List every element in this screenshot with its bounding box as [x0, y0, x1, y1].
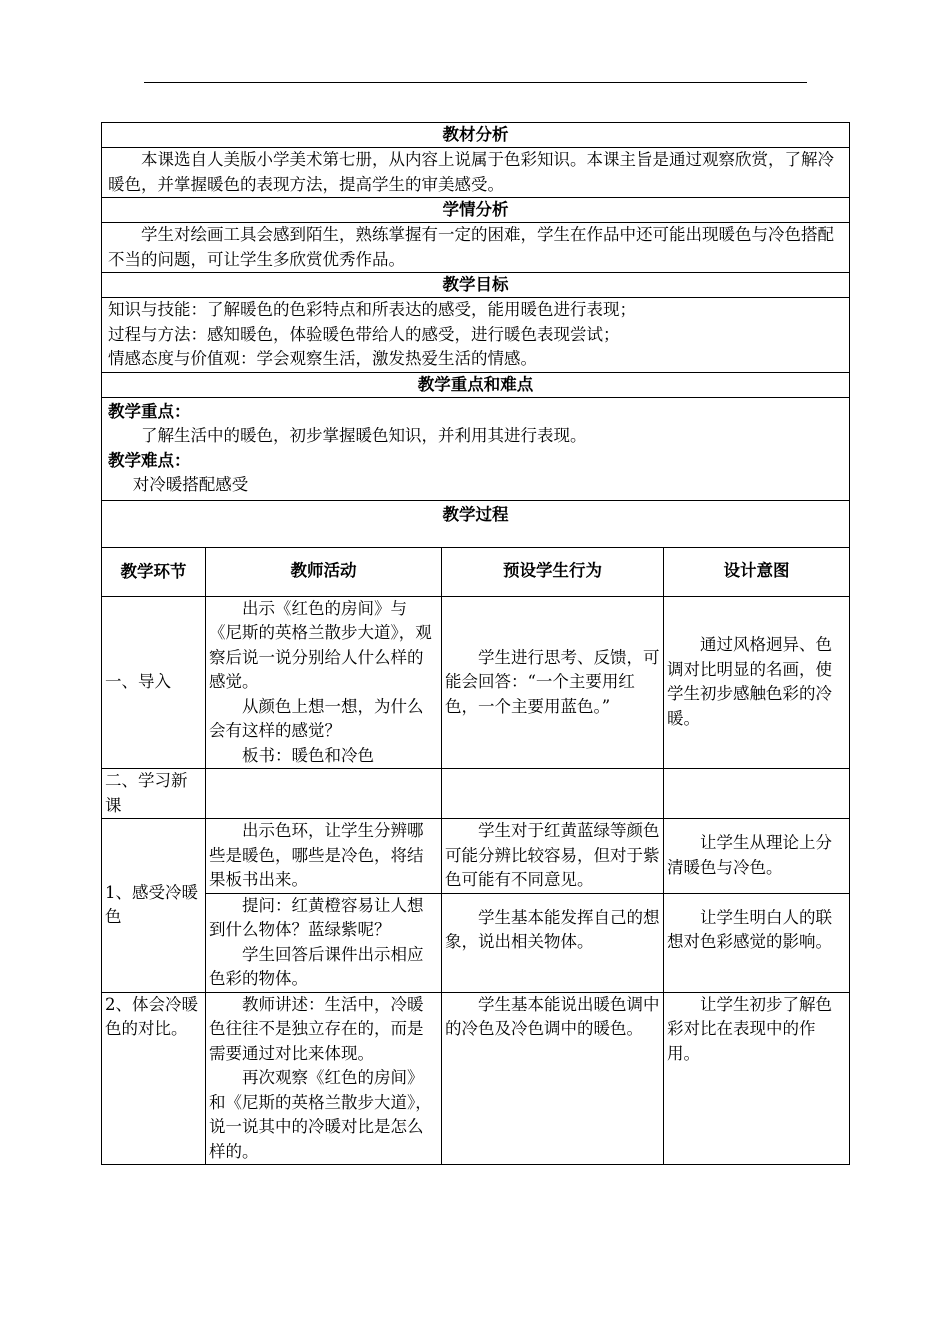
section-heading-process: 教学过程 [102, 500, 850, 547]
teacher-activity-association [206, 893, 442, 992]
teacher-paragraph: 出示《红色的房间》与《尼斯的英格兰散步大道》，观察后说一说分别给人什么样的感觉。 [209, 598, 432, 691]
teacher-activity-color-wheel: 出示色环，让学生分辨哪些是暖色，哪些是冷色，将结果板书出来。 [206, 819, 442, 894]
table-row [102, 992, 850, 1165]
lesson-plan-document [101, 122, 849, 1165]
student-behavior-association: 学生基本能发挥自己的想象，说出相关物体。 [442, 893, 664, 992]
empty-cell [664, 769, 850, 819]
design-intent-color-wheel: 让学生从理论上分清暖色与冷色。 [664, 819, 850, 894]
teacher-paragraph: 板书：暖色和冷色 [242, 745, 374, 765]
student-analysis-text: 学生对绘画工具会感到陌生，熟练掌握有一定的困难，学生在作品中还可能出现暖色与冷色搭配不当的问题，可让学生多欣赏优秀作品。 [102, 223, 850, 273]
student-behavior-contrast: 学生基本能说出暖色调中的冷色及冷色调中的暖色。 [442, 992, 664, 1165]
stage-intro: 一、导入 [102, 596, 206, 769]
objective-knowledge: 知识与技能：了解暖色的色彩特点和所表达的感受，能用暖色进行表现； [108, 300, 636, 319]
design-intent-contrast: 让学生初步了解色彩对比在表现中的作用。 [664, 992, 850, 1165]
objectives-list [102, 298, 850, 373]
empty-cell [442, 769, 664, 819]
material-analysis-text: 本课选自人美版小学美术第七册，从内容上说属于色彩知识。本课主旨是通过观察欣赏，了解冷暖色，并掌握暖色的表现方法，提高学生的审美感受。 [102, 148, 850, 198]
lesson-plan-table [101, 122, 850, 1165]
objective-process: 过程与方法：感知暖色，体验暖色带给人的感受，进行暖色表现尝试； [108, 324, 620, 344]
focus-text: 了解生活中的暖色，初步掌握暖色知识，并利用其进行表现。 [141, 426, 587, 445]
difficulty-label: 教学难点： [108, 450, 191, 470]
stage-contrast: 2、体会冷暖色的对比。 [102, 992, 206, 1165]
table-row [102, 769, 850, 819]
section-heading-objectives: 教学目标 [102, 273, 850, 298]
section-heading-material-analysis: 教材分析 [102, 123, 850, 148]
column-header-student: 预设学生行为 [442, 547, 664, 596]
empty-cell [206, 769, 442, 819]
table-row [102, 596, 850, 769]
header-rule [144, 82, 807, 83]
teacher-paragraph: 学生回答后课件出示相应色彩的物体。 [209, 944, 424, 988]
column-header-stage [102, 547, 206, 596]
column-header-stage-text: 教学环节 [120, 561, 187, 581]
stage-feel-warm-cool: 1、感受冷暖色 [102, 819, 206, 993]
teacher-activity-contrast [206, 992, 442, 1165]
student-behavior-color-wheel: 学生对于红黄蓝绿等颜色可能分辨比较容易，但对于紫色可能有不同意见。 [442, 819, 664, 894]
student-behavior-intro: 学生进行思考、反馈，可能会回答：“一个主要用红色，一个主要用蓝色。” [442, 596, 664, 769]
teacher-paragraph: 再次观察《红色的房间》和《尼斯的英格兰散步大道》，说一说其中的冷暖对比是怎么样的。 [209, 1068, 432, 1161]
column-header-intent: 设计意图 [664, 547, 850, 596]
teacher-paragraph: 教师讲述：生活中，冷暖色往往不是独立存在的，而是需要通过对比来体现。 [209, 994, 424, 1063]
key-points-body [102, 397, 850, 500]
section-heading-key-points: 教学重点和难点 [102, 372, 850, 397]
column-header-teacher: 教师活动 [206, 547, 442, 596]
focus-label: 教学重点： [108, 401, 191, 421]
objective-attitude: 情感态度与价值观：学会观察生活，激发热爱生活的情感。 [108, 349, 537, 368]
stage-new-lesson: 二、学习新课 [102, 769, 206, 819]
table-row [102, 819, 850, 894]
section-heading-student-analysis: 学情分析 [102, 198, 850, 223]
design-intent-association: 让学生明白人的联想对色彩感觉的影响。 [664, 893, 850, 992]
teacher-activity-intro [206, 596, 442, 769]
teacher-paragraph: 提问：红黄橙容易让人想到什么物体？蓝绿紫呢？ [209, 895, 424, 939]
design-intent-intro: 通过风格迥异、色调对比明显的名画，使学生初步感触色彩的冷暖。 [664, 596, 850, 769]
teacher-paragraph: 从颜色上想一想，为什么会有这样的感觉？ [209, 696, 424, 740]
table-row [102, 893, 850, 992]
difficulty-text: 对冷暖搭配感受 [132, 475, 249, 494]
